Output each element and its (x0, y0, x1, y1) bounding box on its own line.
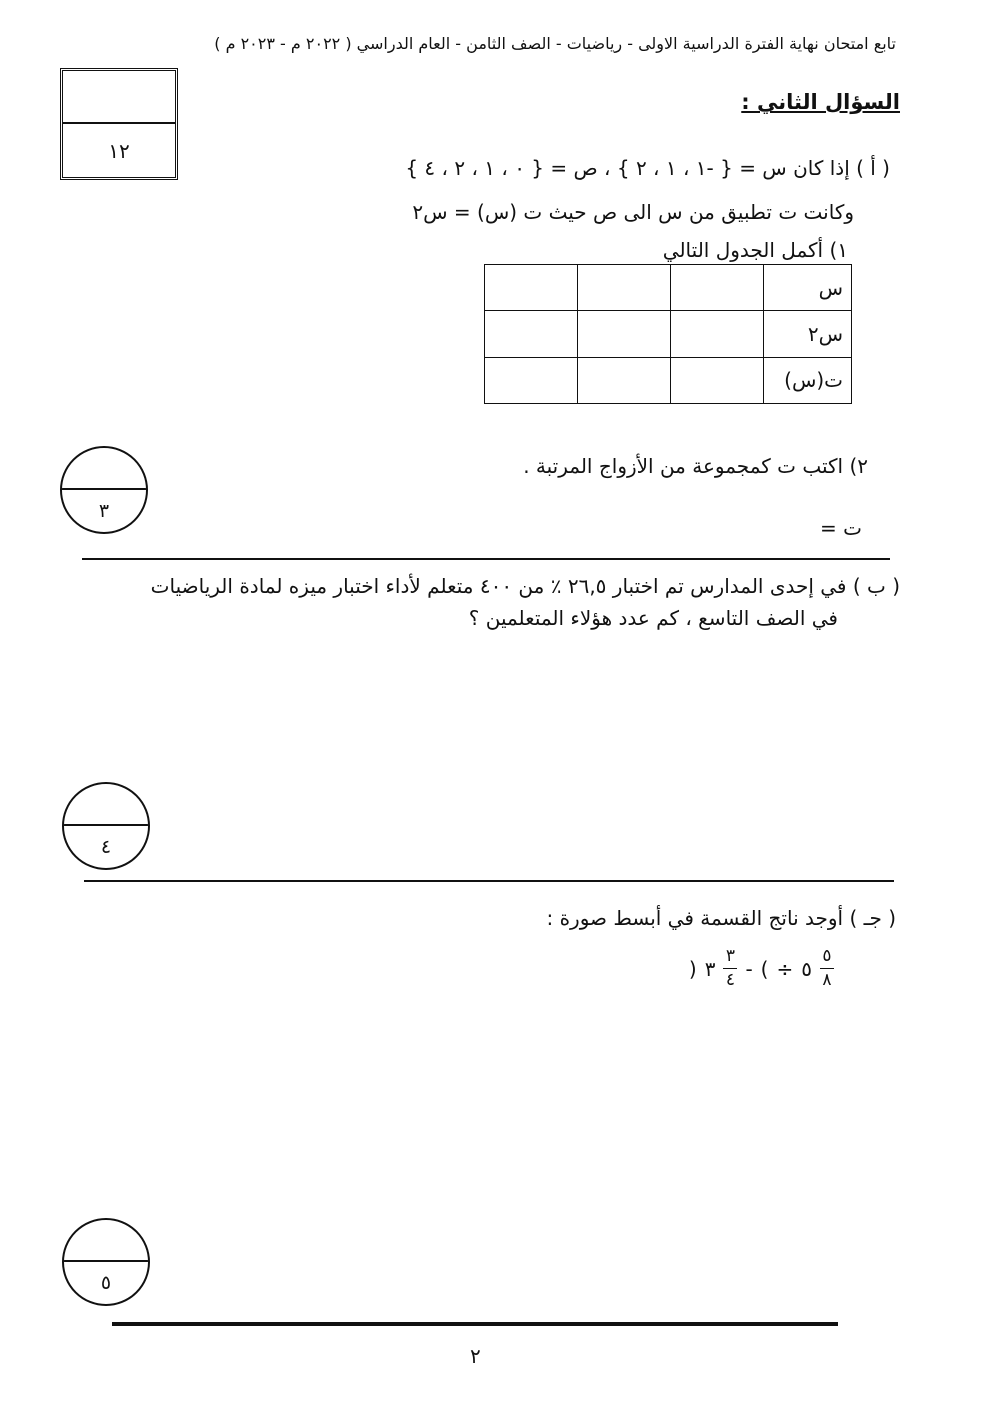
score-earned-area (64, 784, 148, 826)
section-divider (82, 558, 890, 560)
score-total-cell: ١٢ (108, 138, 130, 163)
part-c-score-circle (62, 1218, 150, 1306)
part-a-sub2: ٢) اكتب ت كمجموعة من الأزواج المرتبة . (523, 454, 868, 478)
part-a-line1: ( أ ) إذا كان س = { -١ ، ١ ، ٢ } ، ص = { ٠ ، ١ ، ٢ ، ٤ } (405, 156, 890, 180)
page-number: ٢ (470, 1344, 481, 1368)
table-cell[interactable] (671, 311, 764, 357)
division-sign: ÷ (776, 956, 794, 981)
table-cell[interactable] (485, 357, 578, 403)
close-paren: ) (688, 956, 697, 981)
table-cell[interactable] (485, 311, 578, 357)
table-row (485, 357, 852, 403)
part-a-answer-label: ت = (820, 516, 862, 540)
mapping-table (484, 264, 852, 404)
table-cell[interactable] (578, 265, 671, 311)
fraction-2-numerator: ٣ (725, 946, 736, 966)
table-row (485, 265, 852, 311)
score-earned-cell (63, 71, 175, 124)
question-title: السؤال الثاني : (741, 90, 900, 114)
open-paren: ( (760, 956, 769, 981)
fraction-1-numerator: ٥ (822, 946, 832, 966)
fraction-1-denominator: ٨ (822, 970, 832, 990)
negative-sign: - (745, 956, 753, 981)
part-a-score-circle (60, 446, 148, 534)
total-score-box (60, 68, 178, 180)
table-cell[interactable] (578, 311, 671, 357)
score-max: ٤ (100, 836, 112, 858)
fraction-1 (820, 948, 834, 989)
score-max: ٥ (100, 1272, 112, 1294)
footer-divider (112, 1322, 838, 1326)
table-header-x: س (764, 265, 852, 311)
table-cell[interactable] (578, 357, 671, 403)
whole-number-2: ٣ (704, 956, 716, 981)
part-b-score-circle (62, 782, 150, 870)
part-b-line2: في الصف التاسع ، كم عدد هؤلاء المتعلمين ؟ (468, 606, 838, 630)
fraction-2 (723, 948, 737, 989)
whole-number-1: ٥ (801, 956, 812, 981)
exam-header: تابع امتحان نهاية الفترة الدراسية الاولى - رياضيات - الصف الثامن - العام الدراسي ( ٢٠٢٢ م - ٢٠٢٣ م ) (214, 34, 896, 53)
fraction-bar (723, 968, 737, 969)
table-header-fx: ت(س) (764, 357, 852, 403)
part-b-line1: ( ب ) في إحدى المدارس تم اختبار ٢٦,٥ ٪ من ٤٠٠ متعلم لأداء اختبار ميزه لمادة الرياضيات (150, 574, 900, 598)
part-a-line2: وكانت ت تطبيق من س الى ص حيث ت (س) = س٢ (412, 200, 854, 224)
fraction-bar (820, 968, 834, 969)
division-expression (689, 948, 834, 989)
table-row (485, 311, 852, 357)
part-a-sub1: ١) أكمل الجدول التالي (662, 238, 848, 262)
table-header-x-squared: س٢ (764, 311, 852, 357)
table-cell[interactable] (671, 357, 764, 403)
part-c-line1: ( جـ ) أوجد ناتج القسمة في أبسط صورة : (546, 906, 896, 930)
score-earned-area (62, 448, 146, 490)
fraction-2-denominator: ٤ (725, 970, 736, 990)
table-cell[interactable] (671, 265, 764, 311)
table-cell[interactable] (485, 265, 578, 311)
score-earned-area (64, 1220, 148, 1262)
score-max: ٣ (98, 500, 110, 522)
section-divider (84, 880, 894, 882)
